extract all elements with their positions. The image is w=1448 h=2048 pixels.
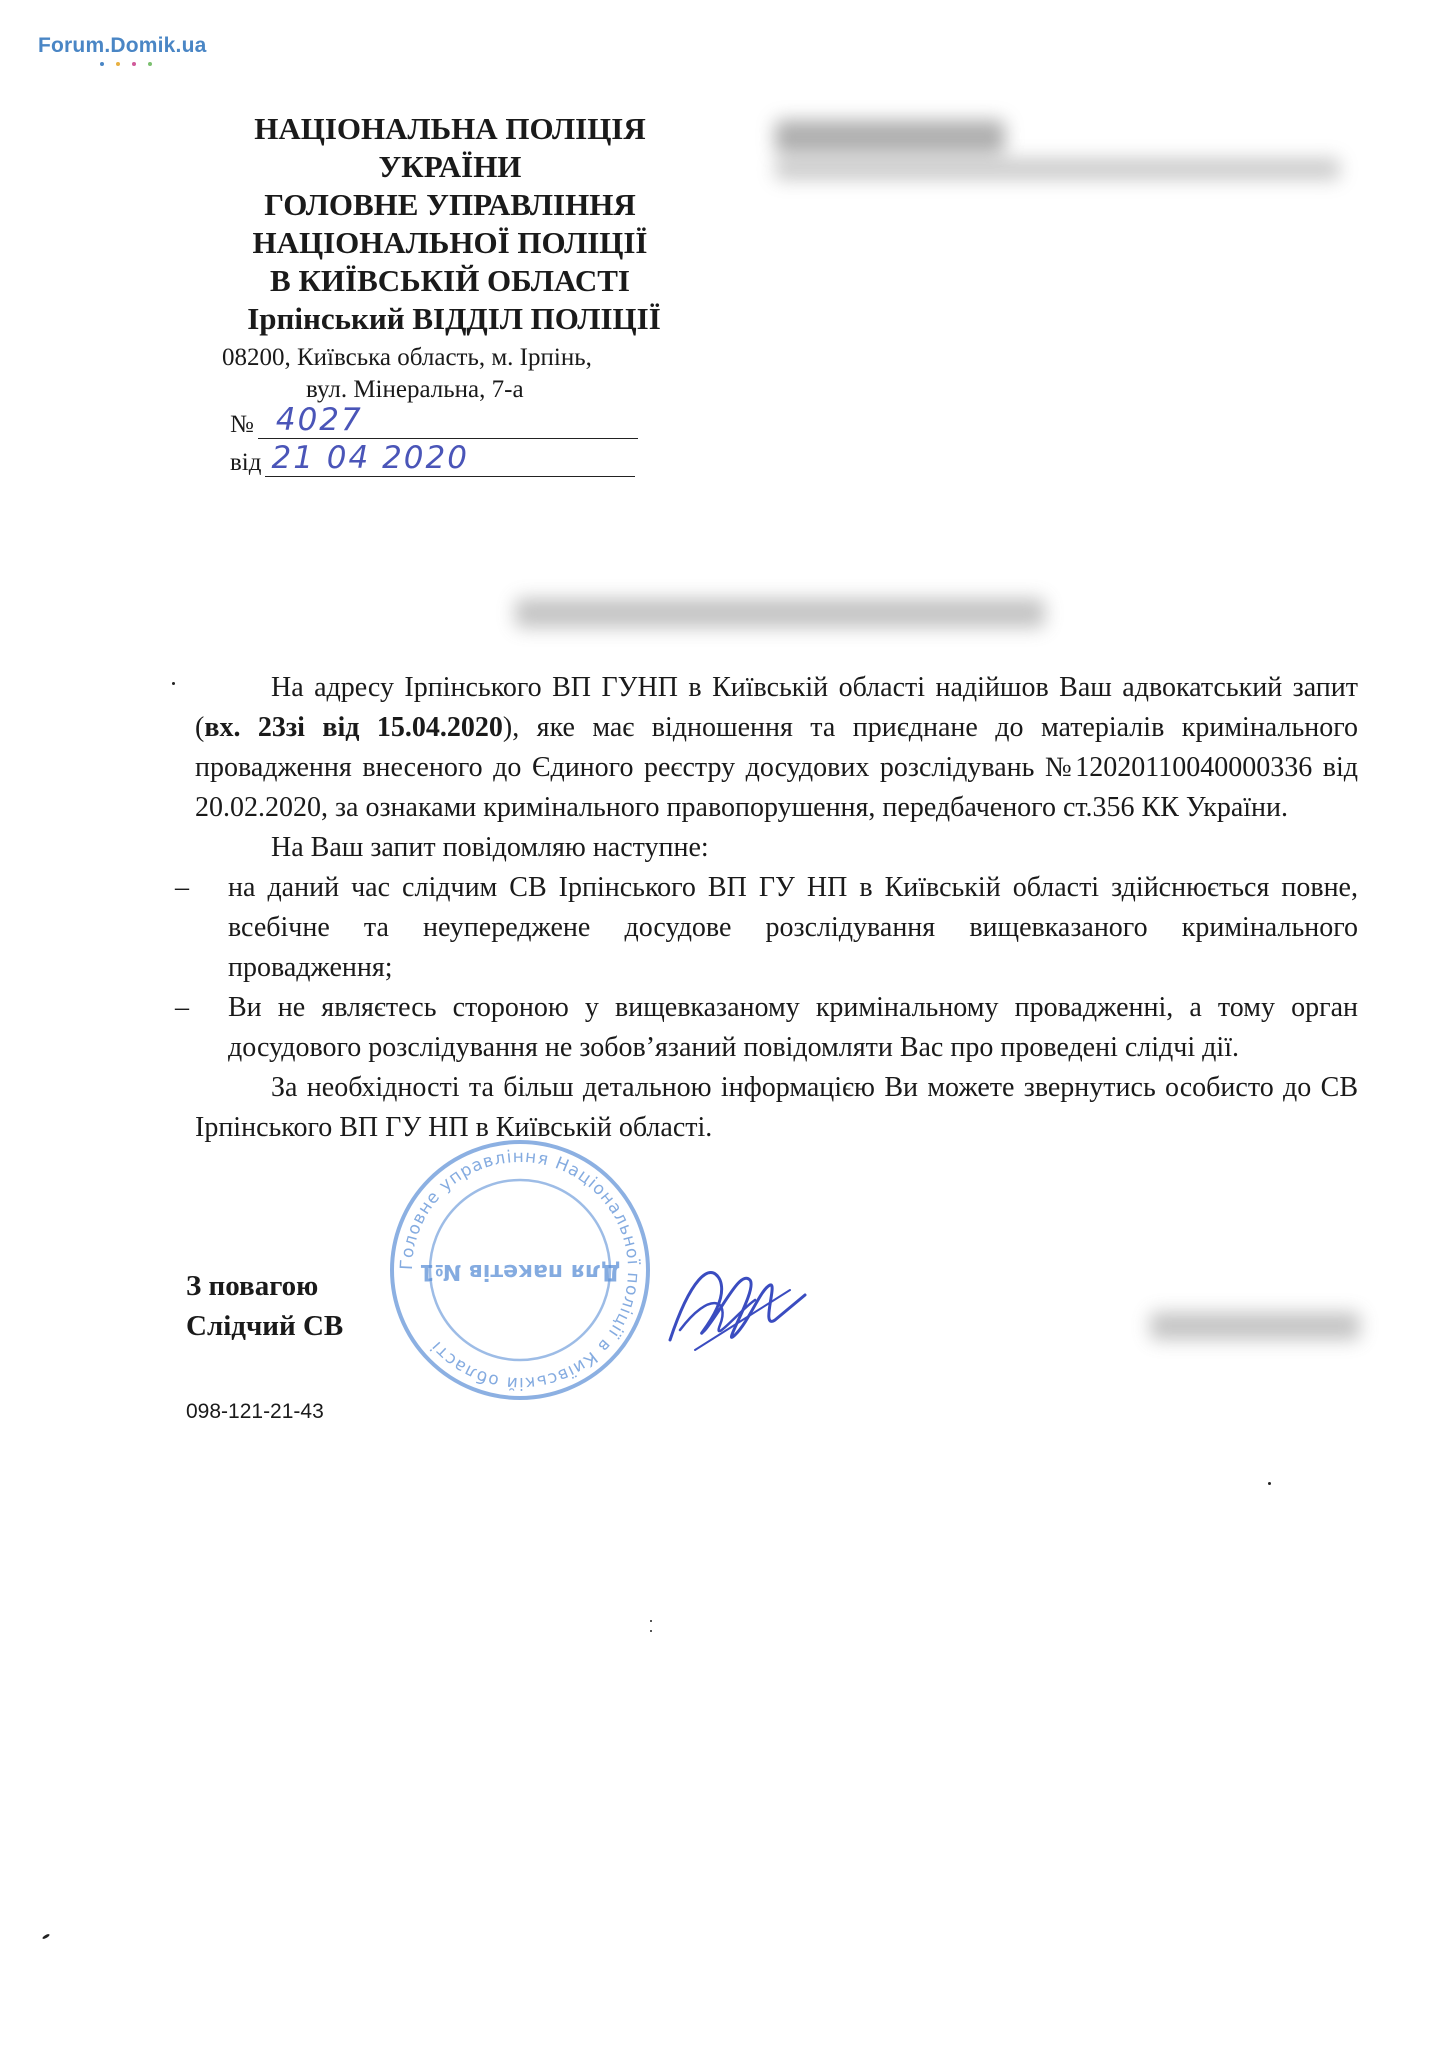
scan-speck xyxy=(650,1620,652,1622)
registration-number-label: № xyxy=(230,411,254,438)
bullet-dash: – xyxy=(175,992,189,1023)
letterhead-line-4: НАЦІОНАЛЬНОЇ ПОЛІЦІЇ xyxy=(252,225,648,260)
body-bullet-2: – Ви не являєтесь стороною у вищевказаному кримінальному провадженні, а тому орган досудового розслідування не зобов’язаний повідомляти Вас про проведені слідчі дії. xyxy=(195,988,1358,1068)
address-line-1: 08200, Київська область, м. Ірпінь, xyxy=(222,344,592,371)
letterhead-line-5: В КИЇВСЬКІЙ ОБЛАСТІ xyxy=(270,263,630,298)
address-line-2: вул. Мінеральна, 7-а xyxy=(306,376,524,403)
letterhead-line-2: УКРАЇНИ xyxy=(378,149,522,184)
registration-date-label: від xyxy=(230,449,262,476)
registration-date-value: 21 04 2020 xyxy=(271,440,469,476)
closing-title: Слідчий СВ xyxy=(186,1310,344,1342)
watermark-dots xyxy=(100,62,152,66)
letterhead-department: Ірпінський ВІДДІЛ ПОЛІЦІЇ xyxy=(247,301,661,336)
scan-speck xyxy=(650,1630,652,1632)
letter-body xyxy=(175,668,1358,1148)
registration-number-line xyxy=(258,402,638,439)
signature-scribble xyxy=(650,1250,810,1370)
scan-speck xyxy=(172,682,175,685)
redacted-recipient-address xyxy=(775,158,1340,180)
contact-phone: 098-121-21-43 xyxy=(186,1400,324,1423)
closing-block xyxy=(186,1266,343,1346)
letterhead xyxy=(200,110,700,338)
scan-speck xyxy=(42,1933,50,1940)
redacted-salutation xyxy=(515,598,1045,628)
body-paragraph-3: За необхідності та більш детальною інформацією Ви можете звернутись особисто до СВ Ірпінського ВП ГУ НП в Київській області. xyxy=(195,1072,1358,1143)
registration-number-row xyxy=(230,402,638,439)
watermark-logo: Forum.Domik.ua xyxy=(38,34,207,57)
closing-regards: З повагою xyxy=(186,1270,319,1302)
letterhead-line-3: ГОЛОВНЕ УПРАВЛІННЯ xyxy=(264,187,636,222)
registration-date-line xyxy=(265,440,635,477)
body-bullet-1: – на даний час слідчим СВ Ірпінського ВП ГУ НП в Київській області здійснюється повне, всебічне та неупереджене досудове розслідування вищевказаного кримінального провадження; xyxy=(195,868,1358,988)
redacted-recipient-name xyxy=(775,120,1005,154)
registration-date-row xyxy=(230,440,635,477)
body-paragraph-1: На адресу Ірпінського ВП ГУНП в Київській області надійшов Ваш адвокатський запит (вх. 23зі від 15.04.2020), яке має відношення та приєднане до матеріалів кримінального провадження внесеного до Єдиного реєстру досудових розслідувань №12020110040000336 від 20.02.2020, за ознаками кримінального правопорушення, передбаченого ст.356 КК України. xyxy=(195,672,1358,823)
stamp-outer-text: Головне управління Національної поліції в Київській області xyxy=(396,1146,644,1394)
letterhead-line-1: НАЦІОНАЛЬНА ПОЛІЦІЯ xyxy=(254,111,646,146)
incoming-reference: вх. 23зі від 15.04.2020 xyxy=(204,712,503,743)
bullet-dash: – xyxy=(175,872,189,903)
registration-number-value: 4027 xyxy=(275,402,363,438)
official-stamp xyxy=(385,1135,655,1405)
scan-speck xyxy=(1268,1482,1271,1485)
redacted-investigator-name xyxy=(1150,1312,1360,1340)
body-paragraph-2: На Ваш запит повідомляю наступне: xyxy=(271,832,709,863)
stamp-inner-text: Для пакетів №1 xyxy=(419,1259,621,1284)
